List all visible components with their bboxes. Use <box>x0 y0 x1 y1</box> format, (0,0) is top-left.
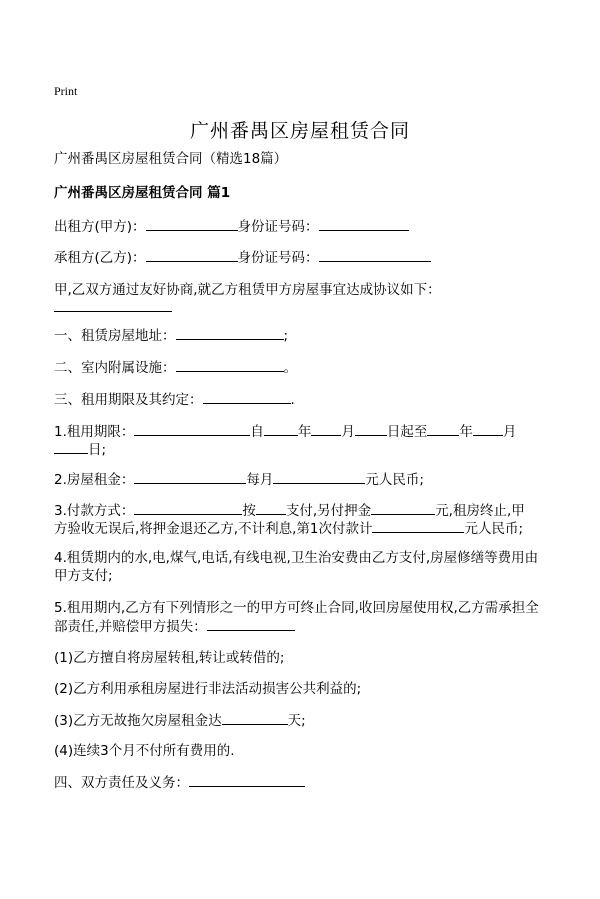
term-label: 1.租用期限： <box>54 424 135 440</box>
item2-end: 。 <box>283 360 297 376</box>
pay-line2: 方验收无误后,将押金退还乙方,不计利息,第1次付款计 <box>54 521 373 537</box>
lessee-name-blank <box>146 248 238 262</box>
sub-clause-4: (4)连续3个月不付所有费用的. <box>54 743 235 759</box>
sub-clause-3-end: 天; <box>287 713 306 729</box>
day-start-label: 日起至 <box>386 424 428 440</box>
rent-blank <box>134 470 246 484</box>
id-label-1: 身份证号码： <box>237 219 319 235</box>
item2-label: 二、室内附属设施： <box>54 360 176 376</box>
item3-end: . <box>290 392 295 408</box>
year-label: 年 <box>459 424 473 440</box>
rent-row <box>54 470 424 489</box>
rent-label: 2.房屋租金： <box>54 472 135 488</box>
lessor-row <box>54 217 409 236</box>
lessee-row <box>54 248 431 267</box>
document-title: 广州番禺区房屋租赁合同 <box>189 120 410 142</box>
print-label: Print <box>54 84 78 98</box>
pay-unit: 元人民币; <box>464 521 524 537</box>
item3-row <box>54 390 295 409</box>
item4-row <box>54 773 305 792</box>
intro-blank-row <box>54 298 172 317</box>
intro-blank <box>54 298 172 312</box>
pay-deposit: 支付,另付押金 <box>285 503 372 519</box>
payment-row-1 <box>54 501 525 520</box>
term-from: 自 <box>250 424 264 440</box>
payment-row-2 <box>54 519 523 538</box>
pay-method-blank <box>134 501 242 515</box>
item2-row <box>54 358 297 377</box>
lessee-id-blank <box>319 248 431 262</box>
year-label: 年 <box>297 424 312 440</box>
item1-label: 一、租赁房屋地址： <box>54 328 176 344</box>
rent-unit: 元人民币; <box>365 472 424 488</box>
rent-per-month: 每月 <box>246 472 274 488</box>
address-blank <box>176 326 284 340</box>
lessor-name-blank <box>146 217 238 231</box>
fees-line-1: 4.租赁期内的水,电,煤气,电话,有线电视,卫生治安费由乙方支付,房屋修缮等费用由 <box>54 550 539 566</box>
day-end-label: 日; <box>88 442 107 458</box>
item4-label: 四、双方责任及义务： <box>54 775 189 791</box>
item1-end: ; <box>283 328 289 344</box>
term-row <box>54 422 516 441</box>
agreement-blank <box>203 390 291 404</box>
month-label: 月 <box>341 424 355 440</box>
first-payment-blank <box>372 519 464 533</box>
term5-row-2 <box>54 617 295 636</box>
responsibilities-blank <box>189 773 305 787</box>
start-month-blank <box>311 422 341 436</box>
item3-label: 三、租用期限及其约定： <box>54 392 203 408</box>
sub-clause-3: (3)乙方无故拖欠房屋租金达 <box>54 713 222 729</box>
start-year-blank <box>264 422 298 436</box>
month-label: 月 <box>502 424 517 440</box>
end-month-blank <box>473 422 503 436</box>
pay-by: 按 <box>242 503 256 519</box>
term-blank <box>134 422 250 436</box>
sub-clause-2: (2)乙方利用承租房屋进行非法活动损害公共利益的; <box>54 681 362 697</box>
pay-label: 3.付款方式： <box>54 503 135 519</box>
end-year-blank <box>427 422 459 436</box>
id-label-2: 身份证号码： <box>237 250 319 266</box>
start-day-blank <box>355 422 387 436</box>
loss-blank <box>207 617 295 631</box>
deposit-blank <box>371 501 435 515</box>
term5-line-2: 部责任,并赔偿甲方损失： <box>54 619 207 635</box>
sub-clause-3-row <box>54 711 306 730</box>
pay-period-blank <box>256 501 286 515</box>
item1-row <box>54 326 288 345</box>
section-heading: 广州番禺区房屋租赁合同 篇1 <box>54 185 231 201</box>
fees-line-2: 甲方支付; <box>54 568 113 584</box>
end-day-blank <box>54 440 88 454</box>
intro-text: 甲,乙双方通过友好协商,就乙方租赁甲方房屋事宜达成协议如下： <box>54 282 441 298</box>
monthly-amount-blank <box>273 470 365 484</box>
subtitle: 广州番禺区房屋租赁合同（精选18篇） <box>54 151 288 167</box>
lessee-label: 承租方(乙方)： <box>54 250 146 266</box>
lessor-label: 出租方(甲方)： <box>54 219 146 235</box>
days-blank <box>222 711 288 725</box>
facilities-blank <box>176 358 284 372</box>
pay-refund: 元,租房终止,甲 <box>435 503 525 519</box>
lessor-id-blank <box>319 217 409 231</box>
sub-clause-1: (1)乙方擅自将房屋转租,转让或转借的; <box>54 650 285 666</box>
term-row-2 <box>54 440 106 459</box>
term5-line-1: 5.租用期内,乙方有下列情形之一的甲方可终止合同,收回房屋使用权,乙方需承担全 <box>54 600 539 616</box>
